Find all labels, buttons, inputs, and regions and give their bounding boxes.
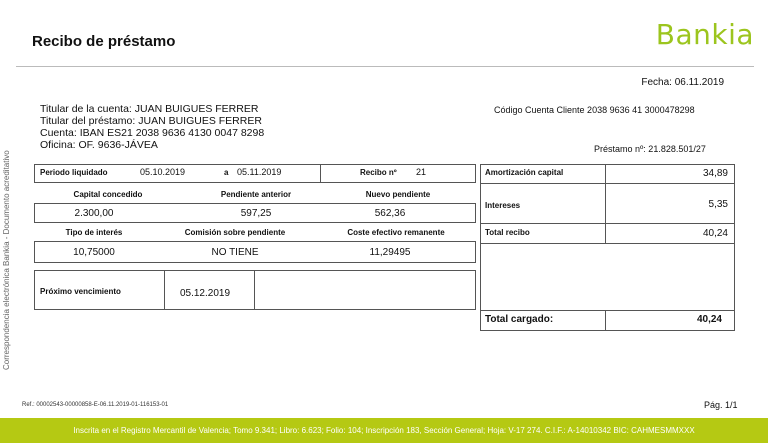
- header-tipo-interes: Tipo de interés: [65, 228, 123, 237]
- loan-holder: Titular del préstamo: JUAN BUIGUES FERRER: [40, 115, 262, 127]
- document-title: Recibo de préstamo: [32, 33, 176, 50]
- next-due-value: 05.12.2019: [179, 288, 231, 299]
- cargado-bottom: [480, 330, 735, 331]
- pendiente-anterior-value: 597,25: [240, 208, 272, 219]
- period-divider: [320, 164, 321, 183]
- totals-row-divider-3: [480, 243, 735, 244]
- header-capital-concedido: Capital concedido: [73, 190, 143, 199]
- totals-row-divider-2: [480, 223, 735, 224]
- total-recibo-label: Total recibo: [485, 228, 530, 237]
- header-nuevo-pendiente: Nuevo pendiente: [365, 190, 431, 199]
- totals-col-divider: [605, 164, 606, 244]
- period-from: 05.10.2019: [140, 167, 186, 177]
- loan-number: Préstamo nº: 21.828.501/27: [594, 144, 706, 154]
- totals-row-divider-1: [480, 183, 735, 184]
- page-number: Pág. 1/1: [704, 400, 738, 410]
- document-date: Fecha: 06.11.2019: [641, 77, 724, 88]
- header-divider: [16, 66, 754, 67]
- period-to: 05.11.2019: [237, 167, 282, 177]
- cargado-right-edge: [734, 310, 735, 330]
- period-a: a: [224, 168, 229, 177]
- total-cargado-label: Total cargado:: [485, 314, 554, 325]
- period-label: Periodo liquidado: [40, 168, 108, 177]
- branch-office: Oficina: OF. 9636-JÁVEA: [40, 139, 158, 151]
- sidebar-note: Correspondencia electrónica Bankia - Documento acreditativo: [2, 150, 11, 370]
- reference-number: Ref.: 00002543-00000858-E-06.11.2019-01-116153-01: [22, 402, 169, 408]
- intereses-label: Intereses: [485, 201, 521, 210]
- header-coste-efectivo: Coste efectivo remanente: [347, 228, 445, 237]
- total-recibo-value: 40,24: [702, 228, 728, 239]
- bankia-logo: Bankia: [655, 18, 754, 51]
- next-due-divider-2: [254, 270, 255, 310]
- account-iban: Cuenta: IBAN ES21 2038 9636 4130 0047 8298: [40, 127, 265, 139]
- coste-efectivo-value: 11,29495: [369, 247, 411, 258]
- account-holder: Titular de la cuenta: JUAN BUIGUES FERRER: [40, 103, 259, 115]
- amortizacion-value: 34,89: [702, 168, 728, 179]
- next-due-label: Próximo vencimiento: [40, 287, 121, 296]
- comision-value: NO TIENE: [211, 247, 259, 258]
- receipt-label: Recibo nº: [360, 168, 397, 177]
- cargado-left-edge: [480, 310, 481, 330]
- nuevo-pendiente-value: 562,36: [374, 208, 406, 219]
- capital-concedido-value: 2.300,00: [74, 208, 114, 219]
- header-pendiente-anterior: Pendiente anterior: [220, 190, 292, 199]
- client-account-code: Código Cuenta Cliente 2038 9636 41 3000478298: [494, 105, 695, 115]
- header-comision: Comisión sobre pendiente: [184, 228, 286, 237]
- cargado-col-divider: [605, 310, 606, 330]
- total-cargado-value: 40,24: [696, 314, 722, 325]
- receipt-number: 21: [416, 167, 427, 177]
- amortizacion-label: Amortización capital: [485, 168, 564, 177]
- intereses-value: 5,35: [708, 199, 728, 210]
- legal-footer: Inscrita en el Registro Mercantil de Valencia; Tomo 9.341; Libro: 6.623; Folio: 104; Inscripción 183, Sección General; Hoja: V-17 274. C.I.F.: A-14010342 BIC: CAHMESMMXXX: [0, 418, 768, 443]
- tipo-interes-value: 10,75000: [73, 247, 115, 258]
